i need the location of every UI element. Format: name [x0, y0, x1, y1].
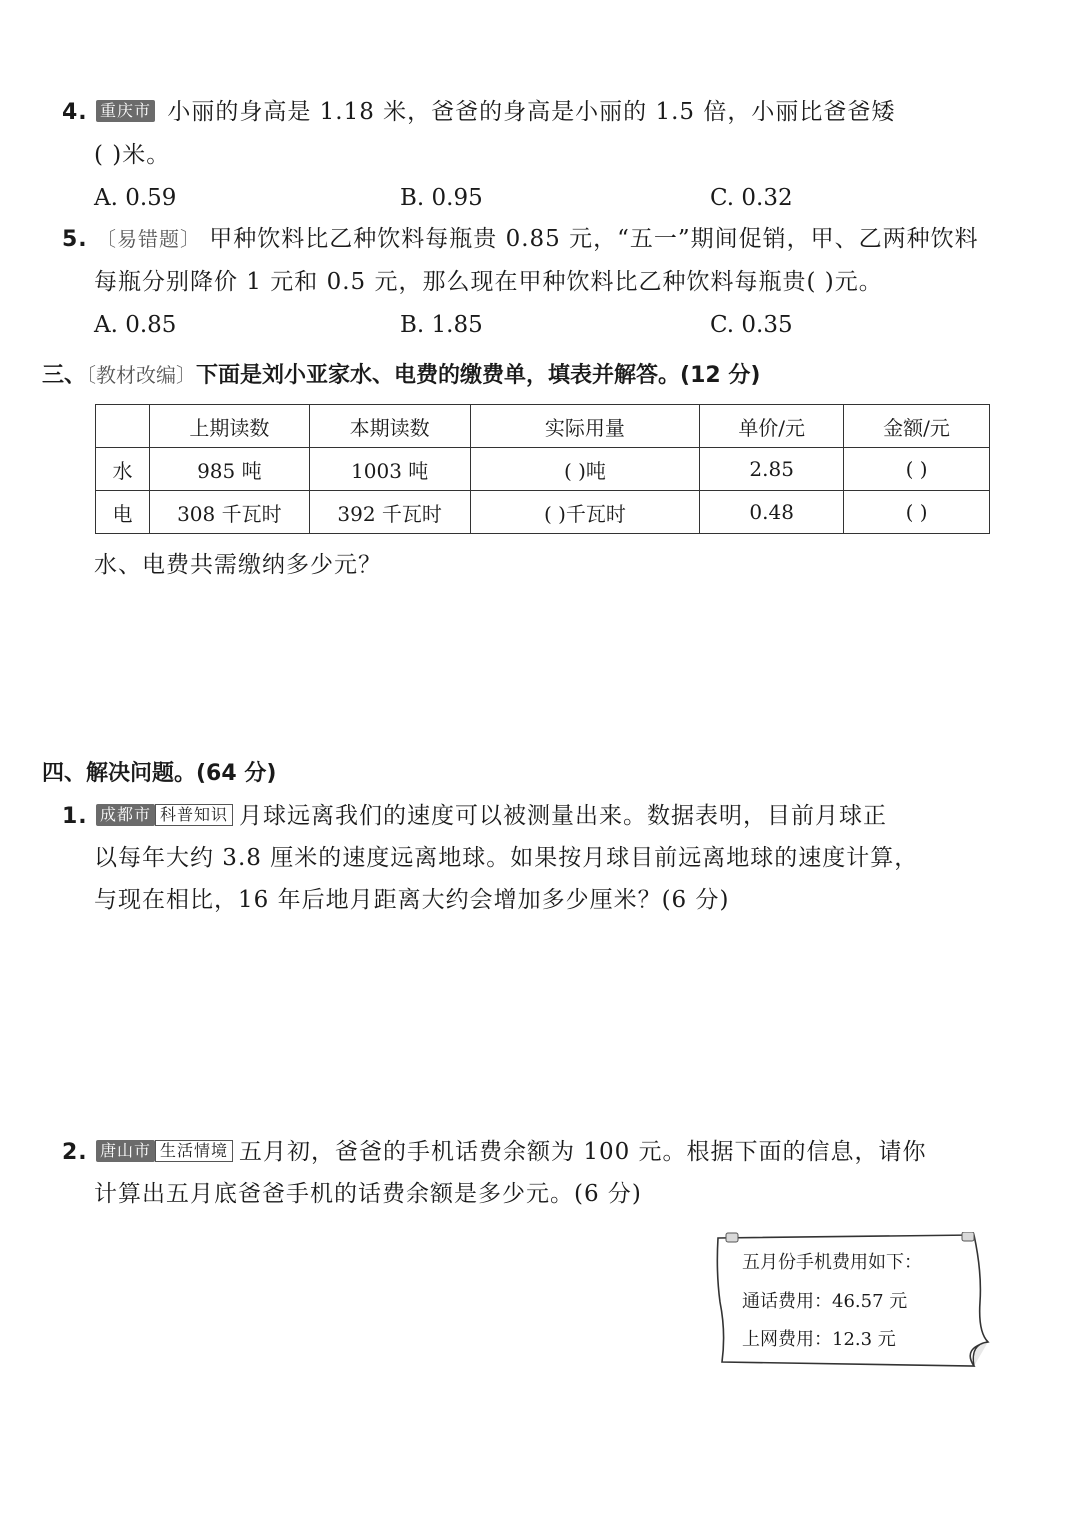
- q4-option-c[interactable]: C. 0.32: [710, 185, 793, 211]
- s4q2-region-tag: 唐山市: [96, 1140, 155, 1162]
- table-header-row: [96, 405, 990, 448]
- table-row-electric: [96, 491, 990, 534]
- section3-prefix: 三、: [42, 363, 87, 388]
- s4q1-region-tag: 成都市: [96, 804, 155, 826]
- q5-option-a[interactable]: A. 0.85: [94, 312, 177, 338]
- s4q1-line1: [62, 800, 887, 833]
- header-cell: 金额/元: [844, 405, 990, 448]
- s4q2-text-line2: 计算出五月底爸爸手机的话费余额是多少元。(6 分): [94, 1181, 642, 1207]
- note-line1: 五月份手机费用如下：: [742, 1252, 922, 1273]
- section3-tag: 〔教材改编〕: [86, 363, 197, 387]
- q5-number: 5.: [62, 227, 88, 252]
- header-cell: [96, 405, 150, 448]
- q4-option-a[interactable]: A. 0.59: [94, 185, 177, 211]
- s4q1-number: 1.: [62, 804, 88, 829]
- section3-heading: [42, 359, 760, 392]
- q4-line1: [62, 96, 895, 129]
- q5-line1: [62, 223, 979, 256]
- s4q1-text-line1: 月球远离我们的速度可以被测量出来。数据表明，目前月球正: [239, 803, 888, 829]
- table-cell: 0.48: [700, 491, 844, 534]
- table-cell: 308 千瓦时: [149, 491, 309, 534]
- s4q1-text-line3: 与现在相比，16 年后地月距离大约会增加多少厘米？(6 分): [94, 887, 730, 913]
- bill-table: [95, 404, 990, 534]
- answer-blank-cell[interactable]: ( ): [844, 448, 990, 491]
- header-cell: 实际用量: [470, 405, 700, 448]
- table-cell: 水: [96, 448, 150, 491]
- answer-blank-cell[interactable]: ( )千瓦时: [470, 491, 700, 534]
- q4-option-b[interactable]: B. 0.95: [400, 185, 483, 211]
- table-cell: 392 千瓦时: [309, 491, 470, 534]
- q5-tag: 〔易错题〕: [95, 227, 201, 251]
- table-cell: 1003 吨: [309, 448, 470, 491]
- s4q2-topic-tag: 生活情境: [155, 1140, 233, 1162]
- header-cell: 单价/元: [700, 405, 844, 448]
- table-row-water: [96, 448, 990, 491]
- answer-blank-cell[interactable]: ( )吨: [470, 448, 700, 491]
- table-cell: 2.85: [700, 448, 844, 491]
- s4q2-number: 2.: [62, 1140, 88, 1165]
- table-cell: 985 吨: [149, 448, 309, 491]
- header-cell: 本期读数: [309, 405, 470, 448]
- note-line3: 上网费用：12.3 元: [742, 1329, 896, 1350]
- header-cell: 上期读数: [149, 405, 309, 448]
- q5-option-c[interactable]: C. 0.35: [710, 312, 793, 338]
- section4-title: 四、解决问题。(64 分): [42, 761, 277, 786]
- s4q1-text-line2: 以每年大约 3.8 厘米的速度远离地球。如果按月球目前远离地球的速度计算，: [94, 845, 919, 871]
- q5-text-line2: 每瓶分别降价 1 元和 0.5 元，那么现在甲种饮料比乙种饮料每瓶贵( )元。: [94, 269, 883, 295]
- note-line2: 通话费用：46.57 元: [742, 1291, 908, 1312]
- q4-text-line1: 小丽的身高是 1.18 米，爸爸的身高是小丽的 1.5 倍，小丽比爸爸矮: [167, 99, 896, 125]
- section3-title: 下面是刘小亚家水、电费的缴费单，填表并解答。(12 分): [196, 363, 761, 388]
- s4q1-topic-tag: 科普知识: [155, 804, 233, 826]
- answer-blank-cell[interactable]: ( ): [844, 491, 990, 534]
- s4q2-text-line1: 五月初，爸爸的手机话费余额为 100 元。根据下面的信息，请你: [239, 1139, 927, 1165]
- section3-question: 水、电费共需缴纳多少元？: [94, 552, 382, 578]
- q5-text-line1: 甲种饮料比乙种饮料每瓶贵 0.85 元，“五一”期间促销，甲、乙两种饮料: [209, 226, 979, 252]
- q5-option-b[interactable]: B. 1.85: [400, 312, 483, 338]
- q4-region-tag: 重庆市: [96, 100, 155, 122]
- phone-fee-note: [712, 1232, 990, 1368]
- s4q2-line1: [62, 1136, 927, 1169]
- table-cell: 电: [96, 491, 150, 534]
- q4-text-line2: ( )米。: [94, 142, 171, 168]
- q4-number: 4.: [62, 100, 88, 125]
